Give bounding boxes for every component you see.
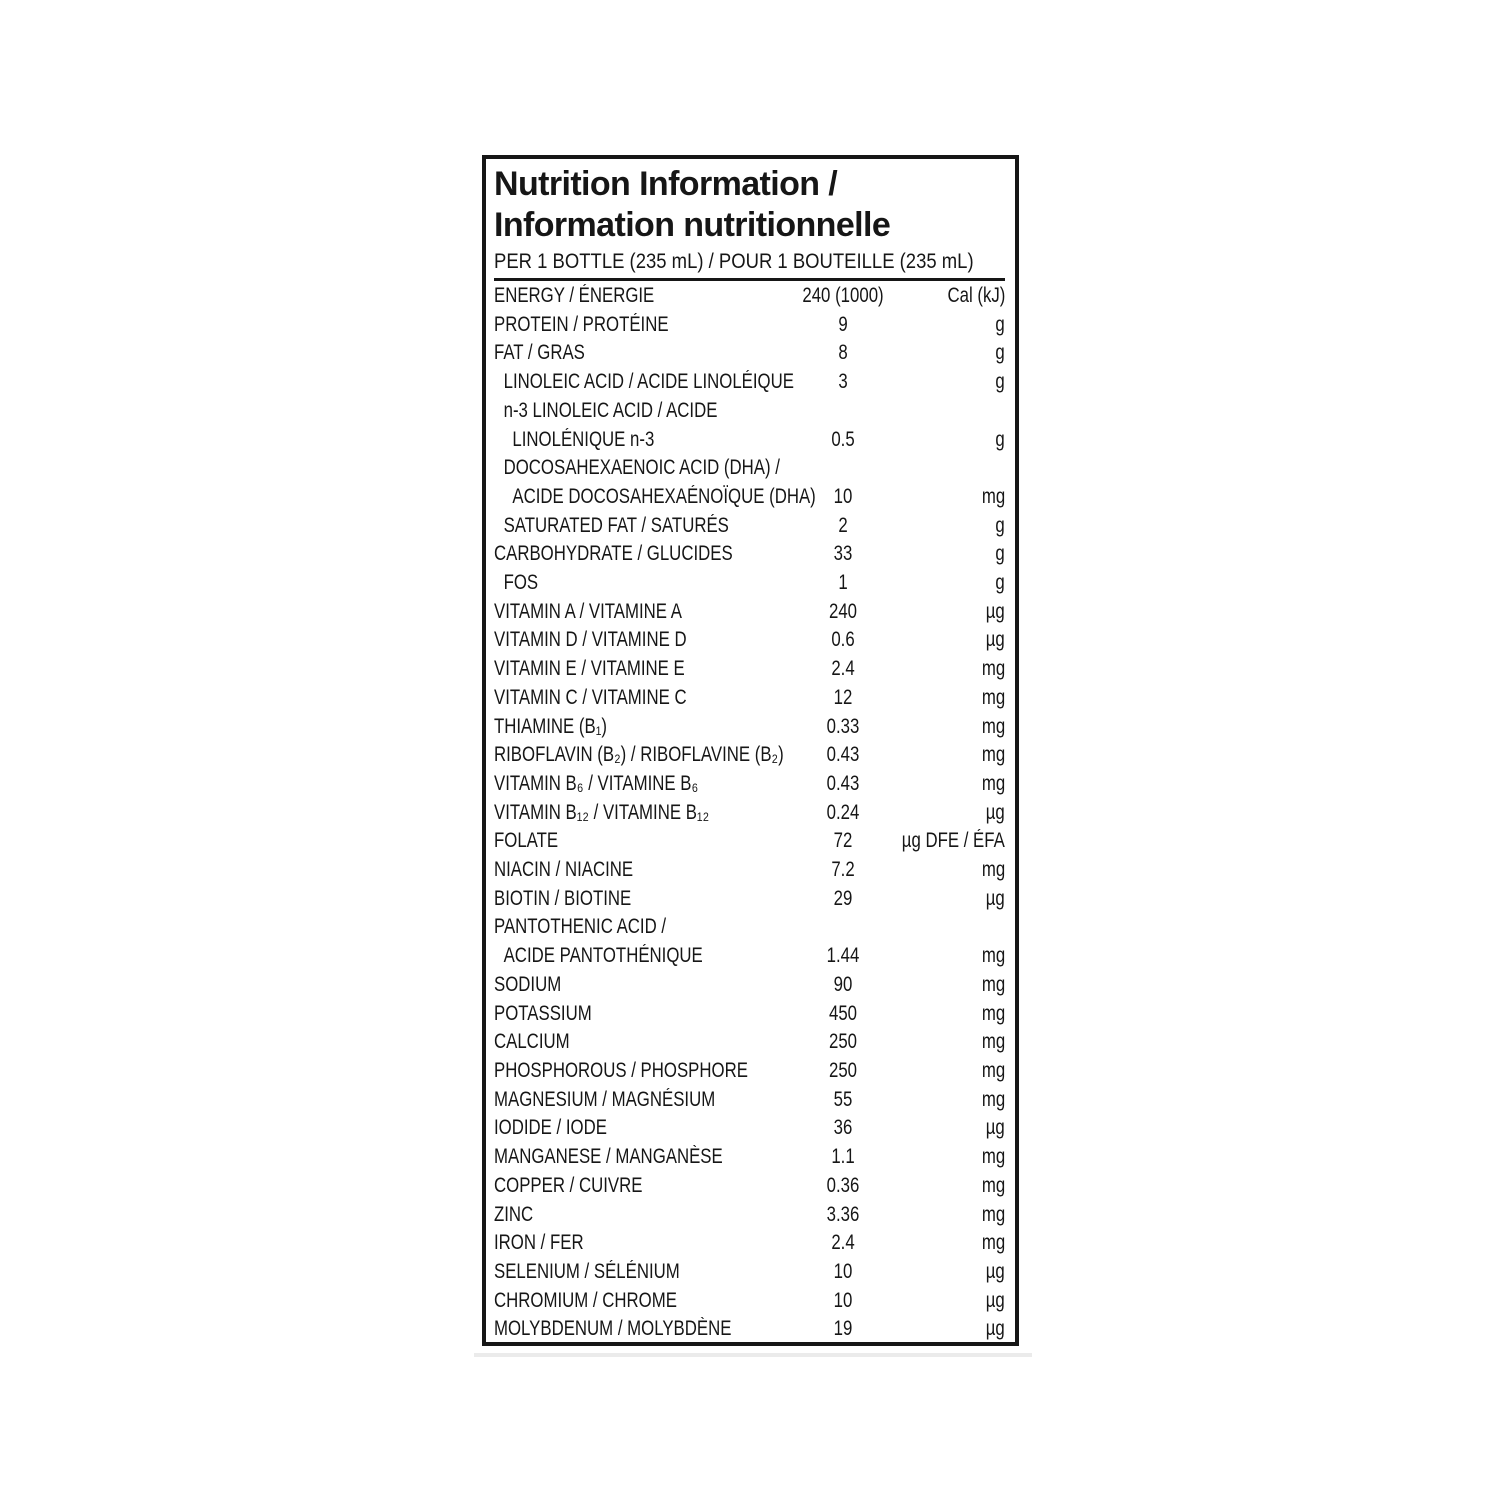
nutrient-unit: g (995, 571, 1005, 595)
nutrient-row (494, 1201, 1005, 1230)
nutrient-row (494, 1000, 1005, 1029)
nutrient-row (494, 971, 1005, 1000)
label-bottom-shadow (474, 1353, 1032, 1357)
nutrient-unit: µg (985, 628, 1005, 652)
nutrient-name-line: LINOLÉNIQUE n-3 (512, 427, 655, 451)
nutrient-unit: mg (981, 771, 1005, 795)
nutrient-value: 0.6 (831, 628, 855, 652)
nutrient-value: 36 (833, 1116, 853, 1140)
nutrient-unit: mg (981, 1087, 1005, 1111)
nutrient-row (494, 368, 1005, 397)
nutrient-name-line: IRON / FER (494, 1231, 584, 1255)
nutrient-unit: g (995, 513, 1005, 537)
nutrient-unit: µg (985, 1259, 1005, 1283)
nutrient-row (494, 540, 1005, 569)
nutrient-name-line: NIACIN / NIACINE (494, 858, 634, 882)
nutrient-unit: mg (981, 1202, 1005, 1226)
nutrient-row (494, 1172, 1005, 1201)
nutrient-name-line: SELENIUM / SÉLÉNIUM (494, 1259, 680, 1283)
nutrient-value: 72 (833, 829, 853, 853)
nutrient-name (494, 282, 778, 311)
nutrient-name-line: ZINC (494, 1202, 534, 1226)
nutrient-name-line: VITAMIN A / VITAMINE A (494, 599, 682, 623)
nutrient-value: 0.43 (826, 743, 860, 767)
nutrient-name (494, 1028, 778, 1057)
nutrient-unit: g (995, 370, 1005, 394)
nutrient-name (494, 1201, 778, 1230)
nutrient-value: 19 (833, 1317, 853, 1341)
nutrient-name (494, 540, 778, 569)
nutrient-name (494, 1114, 778, 1143)
nutrient-name-line: MOLYBDENUM / MOLYBDÈNE (494, 1317, 732, 1341)
nutrient-row (494, 1315, 1005, 1344)
nutrient-name (494, 971, 778, 1000)
nutrient-name-line: FOS (503, 571, 539, 595)
nutrient-row (494, 282, 1005, 311)
nutrient-name-line: MANGANESE / MANGANÈSE (494, 1145, 723, 1169)
nutrient-value: 29 (833, 886, 853, 910)
nutrient-name (494, 1143, 778, 1172)
nutrient-value: 90 (833, 972, 853, 996)
nutrient-value: 0.24 (826, 800, 860, 824)
nutrient-name-line: DOCOSAHEXAENOIC ACID (DHA) / (503, 456, 780, 480)
nutrient-name-line: FAT / GRAS (494, 341, 585, 365)
nutrient-value: 3 (838, 370, 848, 394)
nutrient-unit: mg (981, 743, 1005, 767)
nutrient-name-line: n-3 LINOLEIC ACID / ACIDE (503, 398, 718, 422)
nutrient-name-line: BIOTIN / BIOTINE (494, 886, 632, 910)
nutrient-unit: mg (981, 685, 1005, 709)
nutrient-unit: µg (985, 1116, 1005, 1140)
nutrient-row (494, 741, 1005, 770)
nutrient-name (494, 1315, 778, 1344)
nutrient-name (494, 454, 816, 511)
nutrient-row (494, 311, 1005, 340)
nutrient-row (494, 1229, 1005, 1258)
nutrient-unit: µg (985, 886, 1005, 910)
nutrient-row (494, 397, 1005, 454)
nutrient-value: 2.4 (831, 657, 855, 681)
nutrient-value: 9 (838, 312, 848, 336)
nutrient-unit: g (995, 312, 1005, 336)
nutrient-unit: mg (981, 858, 1005, 882)
label-title-line-2: Information nutritionnelle (494, 206, 891, 244)
nutrient-name-line: SATURATED FAT / SATURÉS (503, 513, 729, 537)
nutrient-unit: mg (981, 484, 1005, 508)
nutrient-name (494, 741, 784, 770)
nutrient-unit: g (995, 542, 1005, 566)
nutrient-name (494, 1287, 778, 1316)
nutrient-name-line: PANTOTHENIC ACID / (494, 915, 667, 939)
serving-size (494, 249, 1005, 275)
nutrient-row (494, 885, 1005, 914)
nutrient-value: 10 (833, 484, 853, 508)
nutrient-value: 0.36 (826, 1173, 860, 1197)
nutrient-name (494, 368, 794, 397)
nutrient-row (494, 1287, 1005, 1316)
nutrient-row (494, 1114, 1005, 1143)
nutrient-unit: µg (985, 1317, 1005, 1341)
nutrient-value: 7.2 (831, 858, 855, 882)
nutrient-row (494, 1143, 1005, 1172)
nutrient-value: 240 (1000) (802, 284, 884, 307)
nutrient-value: 2.4 (831, 1231, 855, 1255)
nutrient-unit: mg (981, 714, 1005, 738)
nutrient-row (494, 598, 1005, 627)
nutrient-row (494, 799, 1005, 828)
nutrient-unit: mg (981, 944, 1005, 968)
nutrient-name-line: THIAMINE (B₁) (494, 714, 607, 738)
nutrient-row (494, 1086, 1005, 1115)
nutrient-value: 10 (833, 1288, 853, 1312)
nutrient-name (494, 713, 778, 742)
nutrient-value: 8 (838, 341, 848, 365)
nutrient-name-line: ACIDE DOCOSAHEXAÉNOÏQUE (DHA) (512, 484, 816, 508)
nutrient-name (494, 799, 778, 828)
nutrient-name (494, 655, 778, 684)
nutrition-label (482, 155, 1019, 1346)
nutrient-name (494, 512, 778, 541)
nutrient-name-line: ENERGY / ÉNERGIE (494, 284, 655, 307)
nutrient-row (494, 1258, 1005, 1287)
nutrient-row (494, 339, 1005, 368)
nutrient-name (494, 770, 778, 799)
nutrient-value: 1.1 (831, 1145, 855, 1169)
nutrient-unit: mg (981, 972, 1005, 996)
nutrient-value: 0.43 (826, 771, 860, 795)
nutrient-unit: g (995, 427, 1005, 451)
nutrient-row (494, 713, 1005, 742)
nutrient-value: 0.5 (831, 427, 855, 451)
nutrient-row (494, 569, 1005, 598)
nutrient-name (494, 626, 778, 655)
nutrient-rows (494, 282, 1005, 1344)
nutrient-value: 250 (828, 1058, 858, 1082)
nutrient-unit: g (995, 341, 1005, 365)
nutrient-value: 12 (833, 685, 853, 709)
nutrient-name (494, 1000, 778, 1029)
nutrient-name-line: COPPER / CUIVRE (494, 1173, 643, 1197)
nutrient-name (494, 856, 778, 885)
nutrient-value: 33 (833, 542, 853, 566)
nutrient-row (494, 1028, 1005, 1057)
nutrient-name (494, 1258, 778, 1287)
nutrient-name-line: VITAMIN E / VITAMINE E (494, 657, 685, 681)
nutrient-row (494, 913, 1005, 970)
nutrient-value: 0.33 (826, 714, 860, 738)
nutrient-name-line: SODIUM (494, 972, 562, 996)
nutrient-name-line: PROTEIN / PROTÉINE (494, 312, 669, 336)
nutrient-row (494, 454, 1005, 511)
nutrient-unit: Cal (kJ) (947, 284, 1005, 307)
nutrient-name-line: VITAMIN B₆ / VITAMINE B₆ (494, 771, 699, 795)
nutrient-unit: mg (981, 1173, 1005, 1197)
nutrient-name (494, 1172, 778, 1201)
nutrient-unit: µg (985, 800, 1005, 824)
nutrient-name-line: FOLATE (494, 829, 559, 853)
nutrient-name (494, 913, 778, 970)
nutrient-value: 250 (828, 1030, 858, 1054)
label-title-line-1: Nutrition Information / (494, 165, 838, 203)
nutrient-unit: mg (981, 1001, 1005, 1025)
nutrient-name-line: CARBOHYDRATE / GLUCIDES (494, 542, 733, 566)
nutrient-unit: µg (985, 1288, 1005, 1312)
nutrient-name-line: PHOSPHOROUS / PHOSPHORE (494, 1058, 748, 1082)
nutrient-row (494, 655, 1005, 684)
nutrient-value: 3.36 (826, 1202, 860, 1226)
nutrient-value: 10 (833, 1259, 853, 1283)
nutrient-value: 55 (833, 1087, 853, 1111)
nutrient-row (494, 856, 1005, 885)
nutrient-name-line: ACIDE PANTOTHÉNIQUE (503, 944, 703, 968)
header-divider (494, 278, 1005, 281)
nutrient-name (494, 397, 778, 454)
nutrient-value: 1.44 (826, 944, 860, 968)
nutrient-name-line: VITAMIN B₁₂ / VITAMINE B₁₂ (494, 800, 710, 824)
nutrient-name-line: LINOLEIC ACID / ACIDE LINOLÉIQUE (503, 370, 794, 394)
nutrient-unit: mg (981, 657, 1005, 681)
nutrient-value: 2 (838, 513, 848, 537)
nutrient-name-line: POTASSIUM (494, 1001, 592, 1025)
nutrient-unit: mg (981, 1030, 1005, 1054)
nutrient-name (494, 827, 778, 856)
nutrient-unit: mg (981, 1231, 1005, 1255)
nutrient-row (494, 512, 1005, 541)
serving-size-text: PER 1 BOTTLE (235 mL) / POUR 1 BOUTEILLE (235 mL) (494, 250, 974, 273)
nutrient-unit: mg (981, 1145, 1005, 1169)
nutrient-row (494, 626, 1005, 655)
nutrient-unit: µg DFE / ÉFA (901, 829, 1005, 853)
nutrient-row (494, 684, 1005, 713)
nutrient-name-line: IODIDE / IODE (494, 1116, 607, 1140)
nutrient-name-line: CALCIUM (494, 1030, 570, 1054)
nutrient-name-line: RIBOFLAVIN (B₂) / RIBOFLAVINE (B₂) (494, 743, 784, 767)
nutrient-row (494, 770, 1005, 799)
label-title (494, 164, 1005, 246)
nutrient-name (494, 569, 778, 598)
nutrient-name-line: VITAMIN C / VITAMINE C (494, 685, 687, 709)
nutrient-name (494, 311, 778, 340)
nutrient-value: 1 (838, 571, 848, 595)
nutrient-name (494, 1086, 778, 1115)
nutrient-name (494, 598, 778, 627)
nutrient-name (494, 885, 778, 914)
nutrient-name (494, 1057, 778, 1086)
nutrient-name (494, 1229, 778, 1258)
nutrient-value: 450 (828, 1001, 858, 1025)
nutrient-unit: µg (985, 599, 1005, 623)
nutrient-name-line: MAGNESIUM / MAGNÉSIUM (494, 1087, 716, 1111)
nutrient-value: 240 (828, 599, 858, 623)
nutrient-name (494, 684, 778, 713)
nutrient-row (494, 1057, 1005, 1086)
nutrient-name-line: CHROMIUM / CHROME (494, 1288, 677, 1312)
nutrient-unit: mg (981, 1058, 1005, 1082)
nutrient-name (494, 339, 778, 368)
nutrient-name-line: VITAMIN D / VITAMINE D (494, 628, 687, 652)
nutrient-row (494, 827, 1005, 856)
